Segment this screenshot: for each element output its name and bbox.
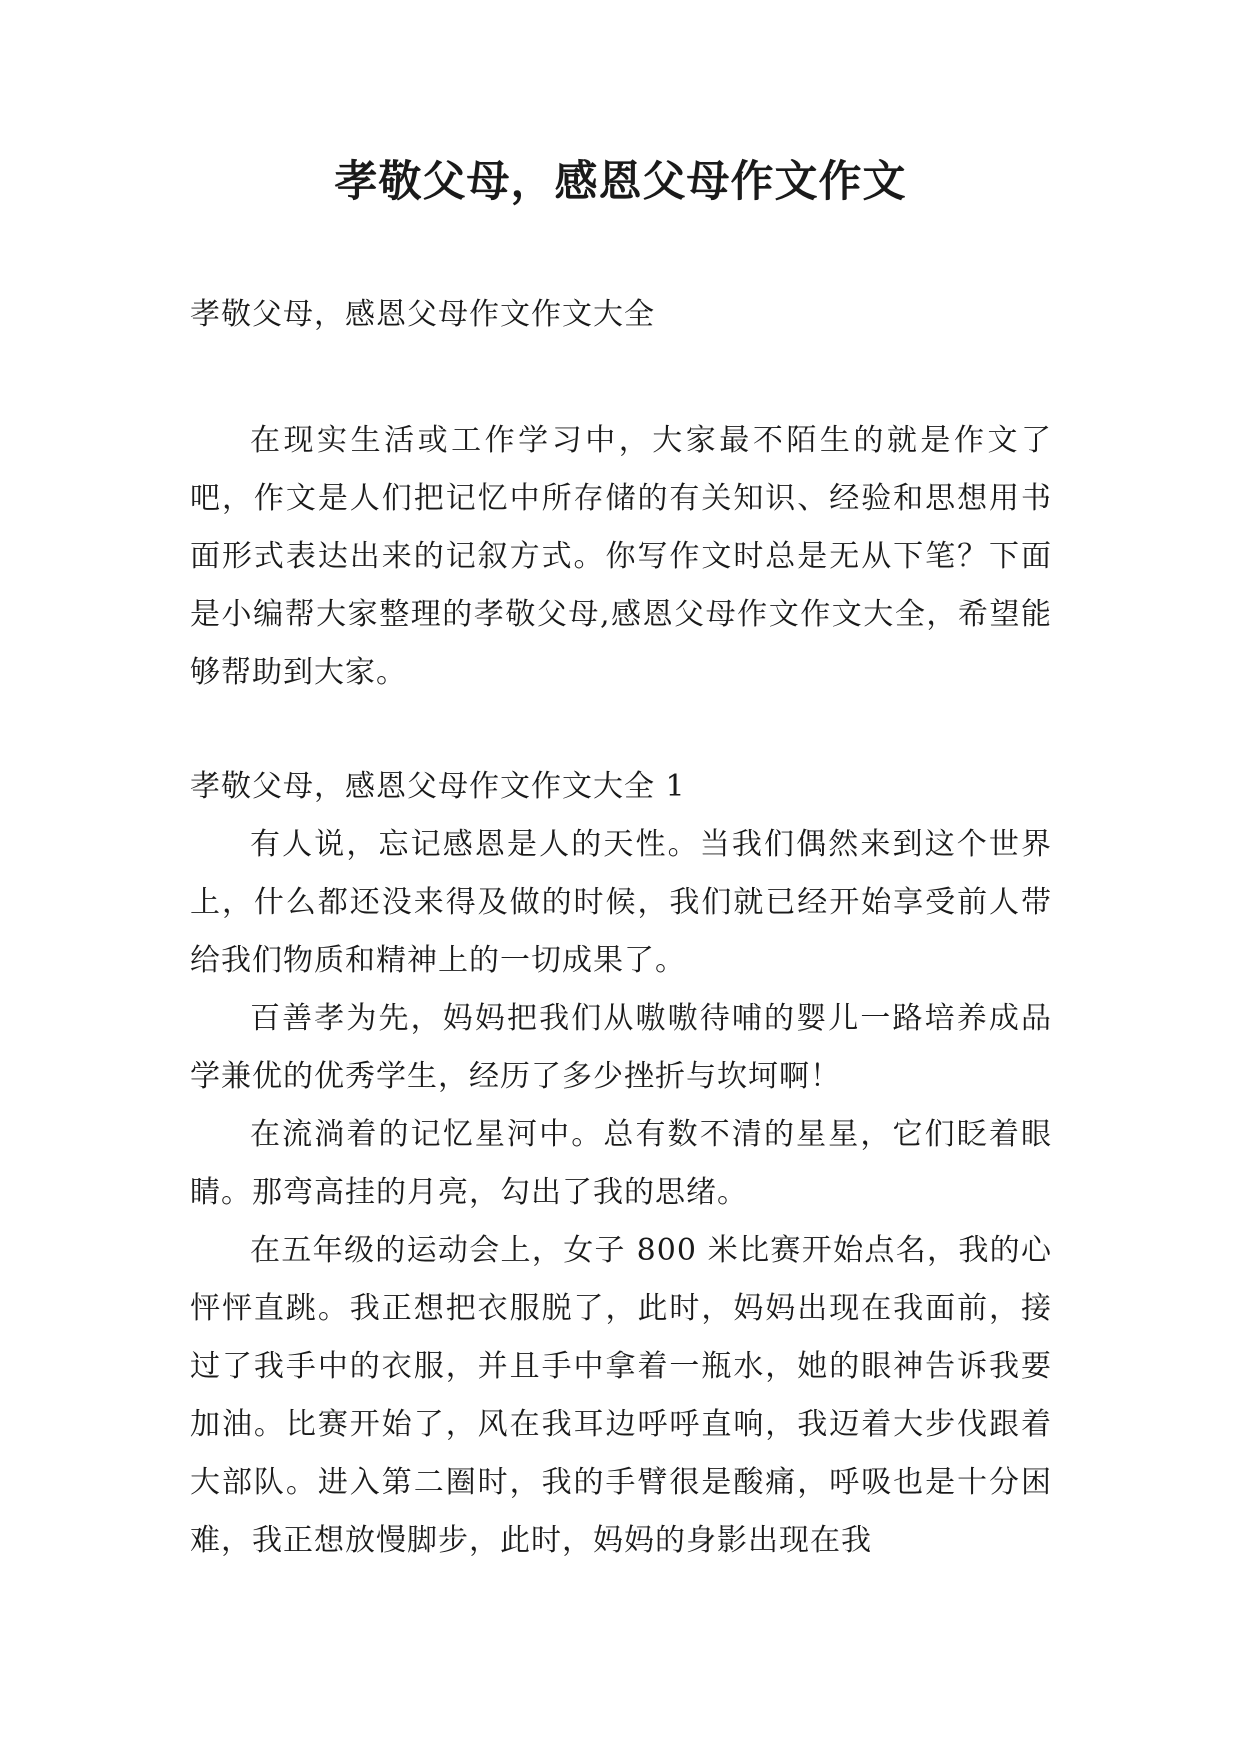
intro-paragraph: 在现实生活或工作学习中，大家最不陌生的就是作文了吧，作文是人们把记忆中所存储的有关知识、经验和思想用书面形式表达出来的记叙方式。你写作文时总是无从下笔？下面是小编帮大家整理的孝敬父母,感恩父母作文作文大全，希望能够帮助到大家。 (190, 423, 1052, 690)
document-body (190, 286, 1052, 1570)
section-heading: 孝敬父母，感恩父母作文作文大全 1 (190, 769, 686, 804)
body-paragraph: 有人说，忘记感恩是人的天性。当我们偶然来到这个世界上，什么都还没来得及做的时候，我们就已经开始享受前人带给我们物质和精神上的一切成果了。 (190, 827, 1052, 978)
body-paragraph: 百善孝为先，妈妈把我们从嗷嗷待哺的婴儿一路培养成品学兼优的优秀学生，经历了多少挫折与坎坷啊！ (190, 1001, 1052, 1094)
body-paragraph: 在五年级的运动会上，女子 800 米比赛开始点名，我的心怦怦直跳。我正想把衣服脱了，此时，妈妈出现在我面前，接过了我手中的衣服，并且手中拿着一瓶水，她的眼神告诉我要加油。比赛开始了，风在我耳边呼呼直响，我迈着大步伐跟着大部队。进入第二圈时，我的手臂很是酸痛，呼吸也是十分困难，我正想放慢脚步，此时，妈妈的身影出现在我 (190, 1233, 1052, 1558)
body-paragraph: 在流淌着的记忆星河中。总有数不清的星星，它们眨着眼睛。那弯高挂的月亮，勾出了我的思绪。 (190, 1117, 1052, 1210)
document-title: 孝敬父母，感恩父母作文作文 (334, 157, 907, 207)
document-subtitle: 孝敬父母，感恩父母作文作文大全 (190, 297, 655, 332)
